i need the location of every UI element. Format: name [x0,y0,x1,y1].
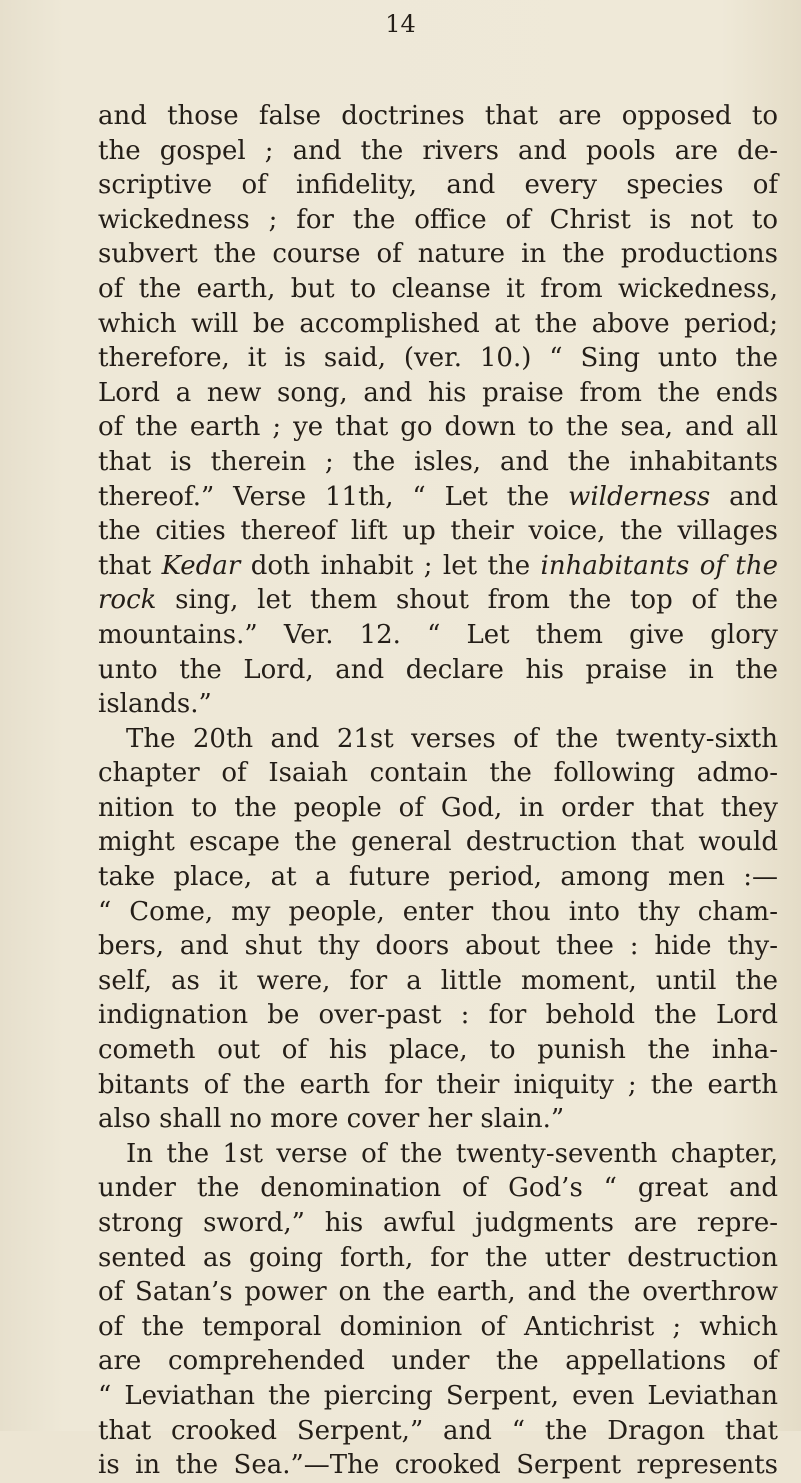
text-line: and those false doctrines that are opposed to [98,101,778,131]
text-line: the cities thereof lift up their voice, the villages [98,516,778,547]
text-line: that crooked Serpent,” and “ the Dragon that [98,1415,778,1446]
text-line: take place, at a future period, among men :— [98,862,778,893]
text-line [98,549,778,584]
text-line: of the earth ; ye that go down to the sea, and all [98,412,778,443]
text-line: indignation be over-past : for behold the Lord [98,1000,778,1031]
text-line: bitants of the earth for their iniquity ; the earth [98,1069,778,1100]
text-segment: sing, let them shout from the top of the [156,585,778,616]
body-text [98,99,778,1483]
text-line: mountains.” Ver. 12. “ Let them give glory [98,619,778,650]
text-line: of the earth, but to cleanse it from wickedness, [98,273,778,304]
text-line: subvert the course of nature in the productions [98,239,778,270]
text-line: which will be accomplished at the above period; [98,308,778,339]
text-line: bers, and shut thy doors about thee : hide thy- [98,931,778,962]
text-line: scriptive of infidelity, and every species of [98,170,778,201]
italic-text: wilderness [568,481,711,512]
text-line [98,480,778,515]
text-line: wickedness ; for the office of Christ is not to [98,204,778,235]
italic-text: Kedar [161,550,241,581]
text-line: In the 1st verse of the twenty-seventh chapter, [126,1138,778,1169]
text-line: self, as it were, for a little moment, until the [98,965,778,996]
text-line: sented as going forth, for the utter destruction [98,1242,778,1273]
text-line: nition to the people of God, in order that they [98,792,778,823]
text-line: cometh out of his place, to punish the inha- [98,1035,778,1066]
text-line: therefore, it is said, (ver. 10.) “ Sing unto the [98,343,778,374]
text-line: unto the Lord, and declare his praise in the [98,654,778,685]
text-segment: doth inhabit ; let the [240,550,541,581]
text-line: might escape the general destruction that would [98,827,778,858]
text-segment: and [710,481,779,512]
text-line: islands.” [98,689,212,720]
italic-text: inhabitants of the [540,550,778,581]
page-number: 14 [385,10,416,38]
text-line: is in the Sea.”—The crooked Serpent represents [98,1450,778,1481]
text-line: “ Leviathan the piercing Serpent, even Leviathan [98,1380,778,1411]
text-line: are comprehended under the appellations of [98,1346,778,1377]
text-line: chapter of Isaiah contain the following admo- [98,758,778,789]
text-line [98,583,778,618]
text-segment: that [98,550,162,581]
text-line: that is therein ; the isles, and the inhabitants [98,446,778,477]
text-line: “ Come, my people, enter thou into thy cham- [98,896,778,927]
text-line: under the denomination of God’s “ great and [98,1173,778,1204]
italic-text: rock [98,585,157,616]
text-line: of Satan’s power on the earth, and the overthrow [98,1277,778,1308]
text-line: also shall no more cover her slain.” [98,1104,565,1135]
text-line: The 20th and 21st verses of the twenty-sixth [126,723,778,754]
text-line: Lord a new song, and his praise from the ends [98,377,778,408]
text-line: the gospel ; and the rivers and pools are de- [98,135,778,166]
text-line: of the temporal dominion of Antichrist ; which [98,1311,778,1342]
text-segment: thereof.” Verse 11th, “ Let the [98,481,569,512]
text-line: strong sword,” his awful judgments are repre- [98,1208,778,1238]
